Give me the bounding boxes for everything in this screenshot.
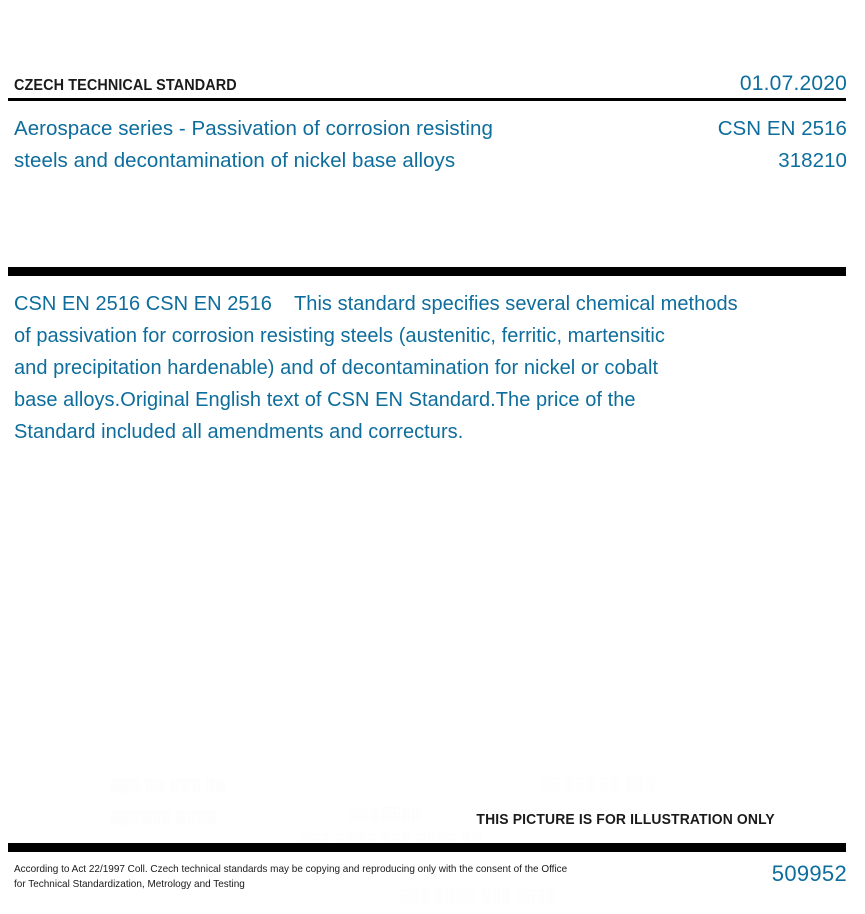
abstract-text: [14, 288, 814, 448]
abstract-line: CSN EN 2516 CSN EN 2516 This standard specifies several chemical methods: [14, 293, 738, 315]
abstract-line: of passivation for corrosion resisting steels (austenitic, ferritic, martensitic: [14, 325, 665, 347]
header-divider: [8, 98, 846, 101]
order-number: 509952: [771, 861, 847, 886]
copyright-line-1: According to Act 22/1997 Coll. Czech technical standards may be copying and reproducing only with the consent of the Office: [14, 863, 568, 875]
abstract-line: base alloys.Original English text of CSN EN Standard.The price of the: [14, 389, 636, 411]
document-kicker: CZECH TECHNICAL STANDARD: [14, 77, 237, 94]
header: [14, 72, 847, 96]
standard-code: CSN EN 2516: [717, 117, 847, 140]
copyright-notice: [14, 862, 584, 892]
publication-date: 01.07.2020: [739, 72, 847, 95]
illustration-notice: THIS PICTURE IS FOR ILLUSTRATION ONLY: [476, 812, 775, 828]
abstract-top-divider: [8, 267, 846, 276]
page-title: [14, 113, 574, 177]
title-line-2: steels and decontamination of nickel base alloys: [14, 149, 456, 172]
copyright-line-2: for Technical Standardization, Metrology and Testing: [14, 878, 245, 890]
designation-block: [718, 113, 847, 177]
abstract-line: Standard included all amendments and correcturs.: [14, 421, 464, 443]
classification-number: 318210: [778, 149, 847, 172]
abstract-line: and precipitation hardenable) and of decontamination for nickel or cobalt: [14, 357, 659, 379]
title-line-1: Aerospace series - Passivation of corrosion resisting: [14, 117, 493, 140]
footer-divider: [8, 843, 846, 852]
